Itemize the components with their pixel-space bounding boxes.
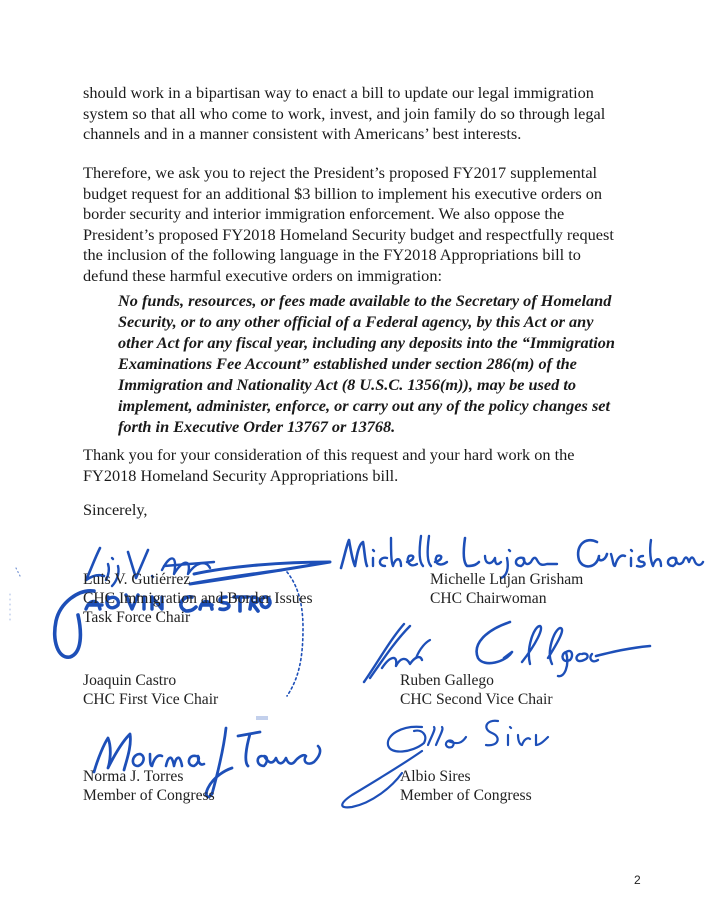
signatory-sires xyxy=(400,767,532,805)
signatory-title: CHC First Vice Chair xyxy=(83,691,219,708)
quote-line: Examinations Fee Account” established under section 286(m) of the xyxy=(118,354,577,373)
quote-line: No funds, resources, or fees made available to the Secretary of Homeland xyxy=(118,291,612,310)
signatory-name: Norma J. Torres xyxy=(83,768,184,785)
signatory-name: Ruben Gallego xyxy=(400,672,494,689)
signatory-title: CHC Chairwoman xyxy=(430,590,547,607)
proposed-legislative-language xyxy=(118,290,678,437)
scan-speck xyxy=(256,716,268,720)
text-line: Thank you for your consideration of this request and your hard work on the xyxy=(83,445,575,464)
signatory-name: Albio Sires xyxy=(400,768,471,785)
quote-line: other Act for any fiscal year, including any deposits into the “Immigration xyxy=(118,333,615,352)
paragraph-request xyxy=(83,163,683,286)
text-line: channels and in a manner consistent with Americans’ best interests. xyxy=(83,124,522,143)
signatory-name: Joaquin Castro xyxy=(83,672,177,689)
signatory-name: Michelle Lujan Grisham xyxy=(430,571,584,588)
paragraph-thanks xyxy=(83,445,683,486)
page-number: 2 xyxy=(634,873,641,887)
text-line: defund these harmful executive orders on immigration: xyxy=(83,265,442,285)
text-line: system so that all who come to work, invest, and join family do so through legal xyxy=(83,103,606,123)
paragraph-intro xyxy=(83,83,683,145)
signatory-name: Luis V. Gutiérrez xyxy=(83,571,191,588)
signatory-gutierrez xyxy=(83,570,313,627)
quote-line: implement, administer, enforce, or carry out any of the policy changes set xyxy=(118,396,611,415)
quote-line: Immigration and Nationality Act (8 U.S.C. 1356(m)), may be used to xyxy=(118,375,576,394)
text-line: the inclusion of the following language in the FY2018 Appropriations bill to xyxy=(83,245,581,264)
margin-mark xyxy=(6,566,26,626)
signatory-gallego xyxy=(400,671,553,709)
text-line: should work in a bipartisan way to enact a bill to update our legal immigration xyxy=(83,83,594,102)
signatory-torres xyxy=(83,767,215,805)
text-line: Therefore, we ask you to reject the President’s proposed FY2017 supplemental xyxy=(83,163,598,182)
signatory-lujan-grisham xyxy=(430,570,583,608)
signatory-title: CHC Second Vice Chair xyxy=(400,691,553,708)
text-line: FY2018 Homeland Security Appropriations bill. xyxy=(83,465,399,485)
quote-line: forth in Executive Order 13767 or 13768. xyxy=(118,417,396,436)
text-line: budget request for an additional $3 billion to implement his executive orders on xyxy=(83,183,603,203)
signatory-title: Member of Congress xyxy=(83,787,215,804)
quote-line: Security, or to any other official of a Federal agency, by this Act or any xyxy=(118,312,594,331)
signatory-title: Task Force Chair xyxy=(83,609,191,626)
signatory-title: Member of Congress xyxy=(400,787,532,804)
signatory-title: CHC Immigration and Border Issues xyxy=(83,590,313,607)
signatory-castro xyxy=(83,671,218,709)
text-line: border security and interior immigration enforcement. We also oppose the xyxy=(83,204,565,223)
text-line: President’s proposed FY2018 Homeland Security budget and respectfully request xyxy=(83,224,614,244)
valediction: Sincerely, xyxy=(83,500,148,519)
